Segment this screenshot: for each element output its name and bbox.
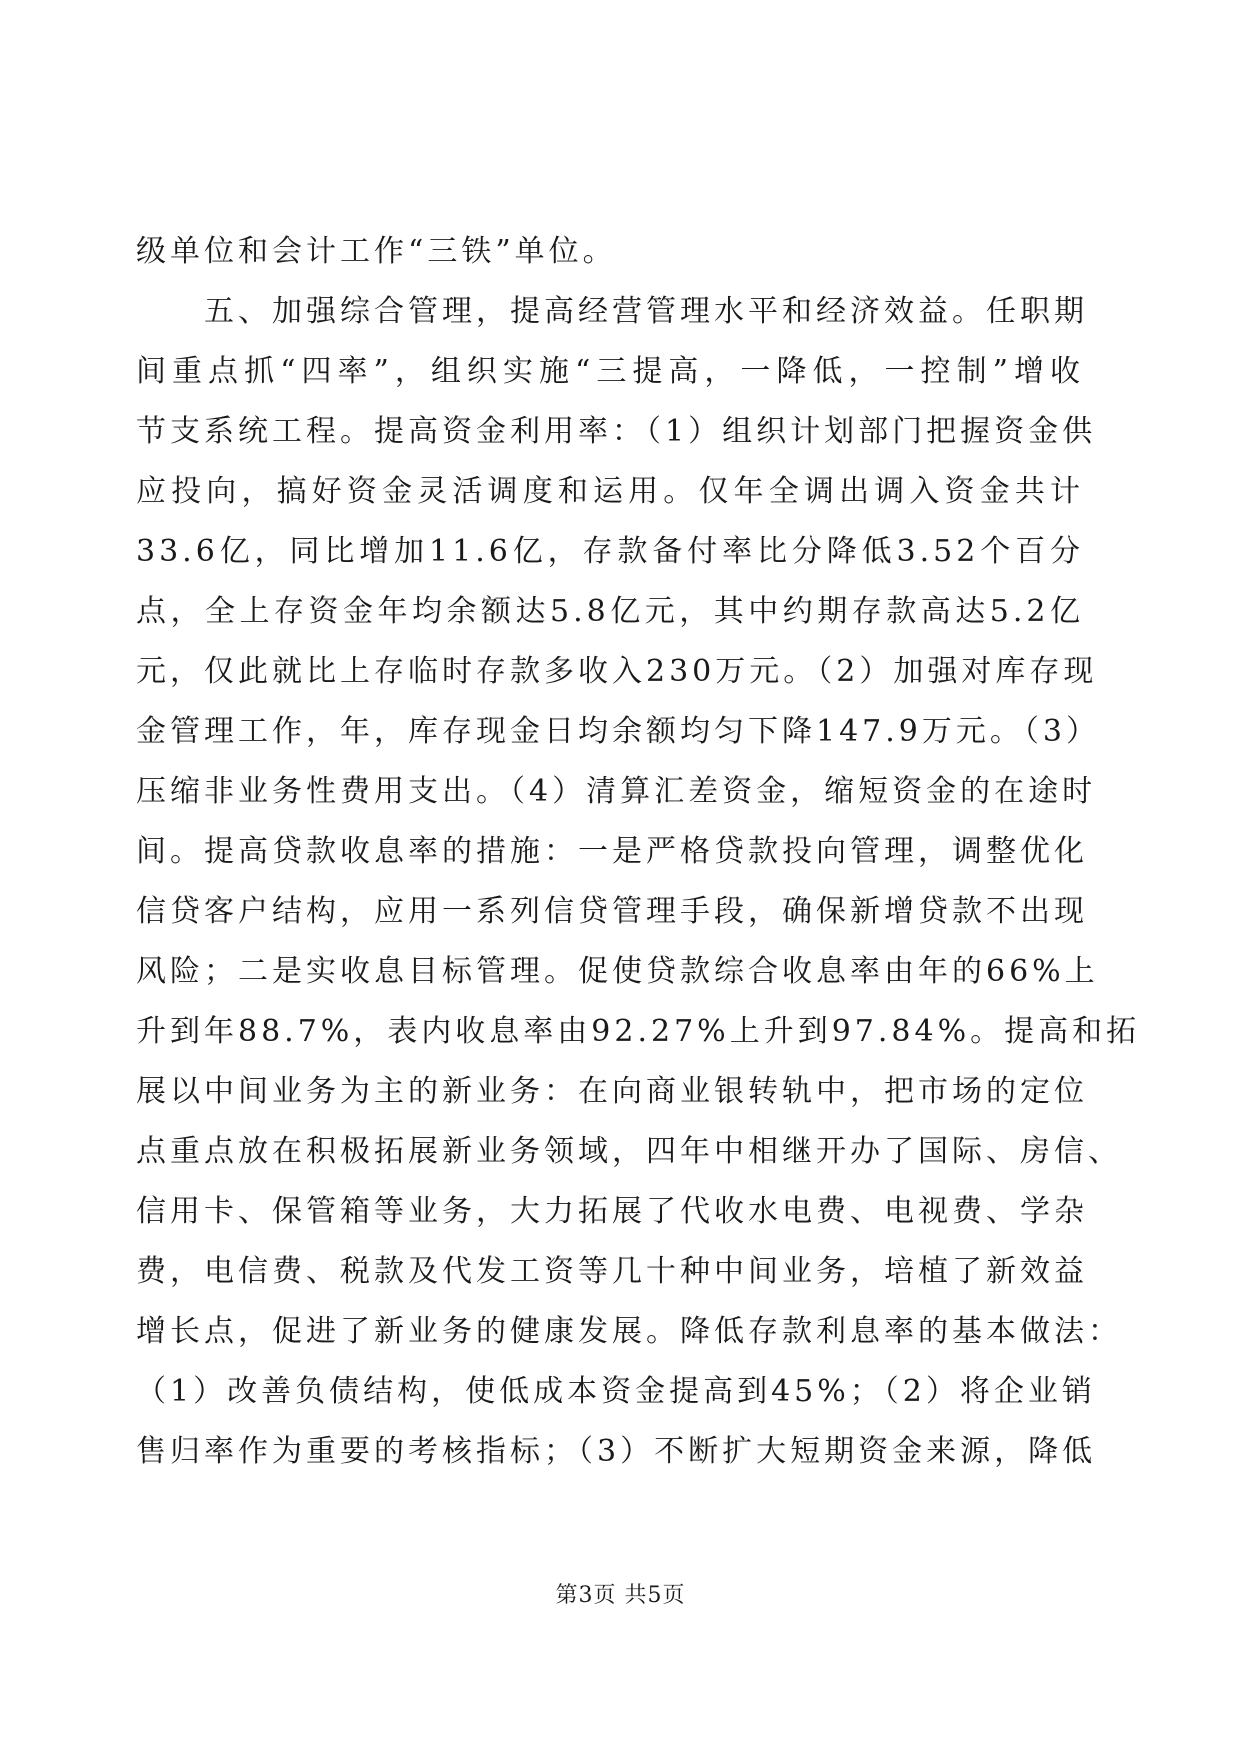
- text-line: 间。提高贷款收息率的措施：一是严格贷款投向管理，调整优化: [136, 834, 1088, 869]
- text-line: 升到年88.7%，表内收息率由92.27%上升到97.84%。提高和拓: [136, 1014, 1141, 1049]
- text-line: 增长点，促进了新业务的健康发展。降低存款利息率的基本做法：: [136, 1314, 1122, 1349]
- text-line: 售归率作为重要的考核指标；（3）不断扩大短期资金来源，降低: [136, 1434, 1097, 1469]
- text-line: 信用卡、保管箱等业务，大力拓展了代收水电费、电视费、学杂: [136, 1194, 1088, 1229]
- text-line: 元，仅此就比上存临时存款多收入230万元。（2）加强对库存现: [136, 654, 1098, 689]
- text-line: （1）改善负债结构，使低成本资金提高到45%；（2）将企业销: [136, 1374, 1096, 1409]
- text-line: 压缩非业务性费用支出。（4）清算汇差资金，缩短资金的在途时: [136, 774, 1097, 809]
- text-line: 点重点放在积极拓展新业务领域，四年中相继开办了国际、房信、: [136, 1134, 1122, 1169]
- text-line: 风险；二是实收息目标管理。促使贷款综合收息率由年的66%上: [136, 954, 1099, 989]
- body-text: [136, 222, 1141, 1482]
- text-line: 应投向，搞好资金灵活调度和运用。仅年全调出调入资金共计: [136, 474, 1084, 509]
- text-line: 点，全上存资金年均余额达5.8亿元，其中约期存款高达5.2亿: [136, 594, 1084, 629]
- text-line: 展以中间业务为主的新业务：在向商业银转轨中，把市场的定位: [136, 1074, 1088, 1109]
- text-line: 信贷客户结构，应用一系列信贷管理手段，确保新增贷款不出现: [136, 894, 1088, 929]
- text-line: 费，电信费、税款及代发工资等几十种中间业务，培植了新效益: [136, 1254, 1088, 1289]
- text-line: 33.6亿，同比增加11.6亿，存款备付率比分降低3.52个百分: [136, 534, 1084, 569]
- paragraph-start-line: 五、加强综合管理，提高经营管理水平和经济效益。任职期: [204, 294, 1088, 329]
- text-line: 间重点抓“四率”，组织实施“三提高，一降低，一控制”增收: [136, 354, 1084, 389]
- text-line: 金管理工作，年，库存现金日均余额均匀下降147.9万元。（3）: [136, 714, 1100, 749]
- text-line: 节支系统工程。提高资金利用率：（1）组织计划部门把握资金供: [136, 414, 1097, 449]
- page-number-label: 第3页 共5页: [555, 1583, 686, 1608]
- page-footer: [0, 1578, 1241, 1609]
- text-line: 级单位和会计工作“三铁”单位。: [136, 234, 617, 269]
